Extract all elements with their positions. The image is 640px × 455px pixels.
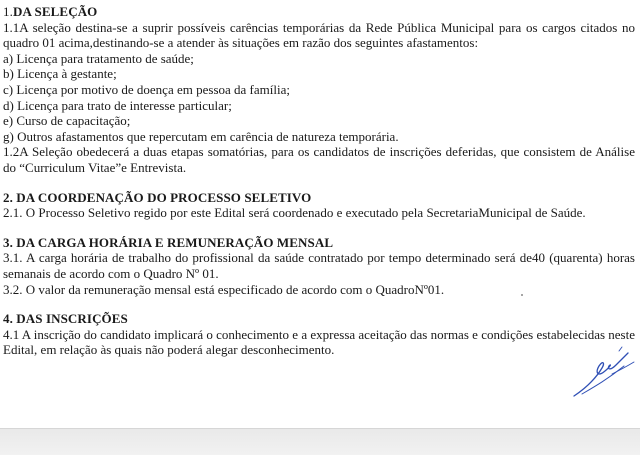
scan-speck <box>521 294 523 296</box>
section-carga-horaria <box>3 235 635 297</box>
paragraph-3-2: 3.2. O valor da remuneração mensal está especificado de acordo com o QuadroNº01. <box>3 281 445 297</box>
list-item: e) Curso de capacitação; <box>3 113 131 129</box>
section-3-heading: 3. DA CARGA HORÁRIA E REMUNERAÇÃO MENSAL <box>3 234 334 250</box>
list-item: b) Licença à gestante; <box>3 66 117 82</box>
section-1-title: DA SELEÇÃO <box>12 4 98 19</box>
paragraph-1-1: 1.1A seleção destina-se a suprir possíveis carências temporárias da Rede Pública Municipal para os cargos citados no quadro 01 acima,destinando-se a atender às situações em razão dos seguintes afastamentos: <box>3 19 635 51</box>
section-2-heading: 2. DA COORDENAÇÃO DO PROCESSO SELETIVO <box>3 189 312 205</box>
section-4-heading: 4. DAS INSCRIÇÕES <box>3 311 128 327</box>
section-selecao <box>3 4 635 176</box>
signature-icon <box>572 344 638 400</box>
list-item: d) Licença para trato de interesse particular; <box>3 97 232 113</box>
paragraph-1-2: 1.2A Seleção obedecerá a duas etapas somatórias, para os candidatos de inscrições deferidas, que consistem de Análise do “Curriculum Vitae”e Entrevista. <box>3 144 635 175</box>
paragraph-4-1: 4.1 A inscrição do candidato implicará o conhecimento e a expressa aceitação das normas e condições estabelecidas neste Edital, em relação às quais não poderá alegar desconhecimento. <box>3 326 635 358</box>
section-1-number: 1. <box>3 4 13 19</box>
section-coordenacao <box>3 190 635 221</box>
section-inscricoes <box>3 311 635 358</box>
paragraph-3-1: 3.1. A carga horária de trabalho do profissional da saúde contratado por tempo determinado será de40 (quarenta) horas semanais de acordo com o Quadro Nº 01. <box>3 250 635 281</box>
list-item: g) Outros afastamentos que repercutam em carência de natureza temporária. <box>3 128 399 144</box>
paragraph-2-1: 2.1. O Processo Seletivo regido por este Edital será coordenado e executado pela SecretariaMunicipal de Saúde. <box>3 205 586 221</box>
section-1-heading <box>3 4 635 20</box>
document-body <box>3 4 635 358</box>
list-item: a) Licença para tratamento de saúde; <box>3 50 194 66</box>
list-item: c) Licença por motivo de doença em pessoa da família; <box>3 81 290 97</box>
page-bottom-edge <box>0 428 640 455</box>
